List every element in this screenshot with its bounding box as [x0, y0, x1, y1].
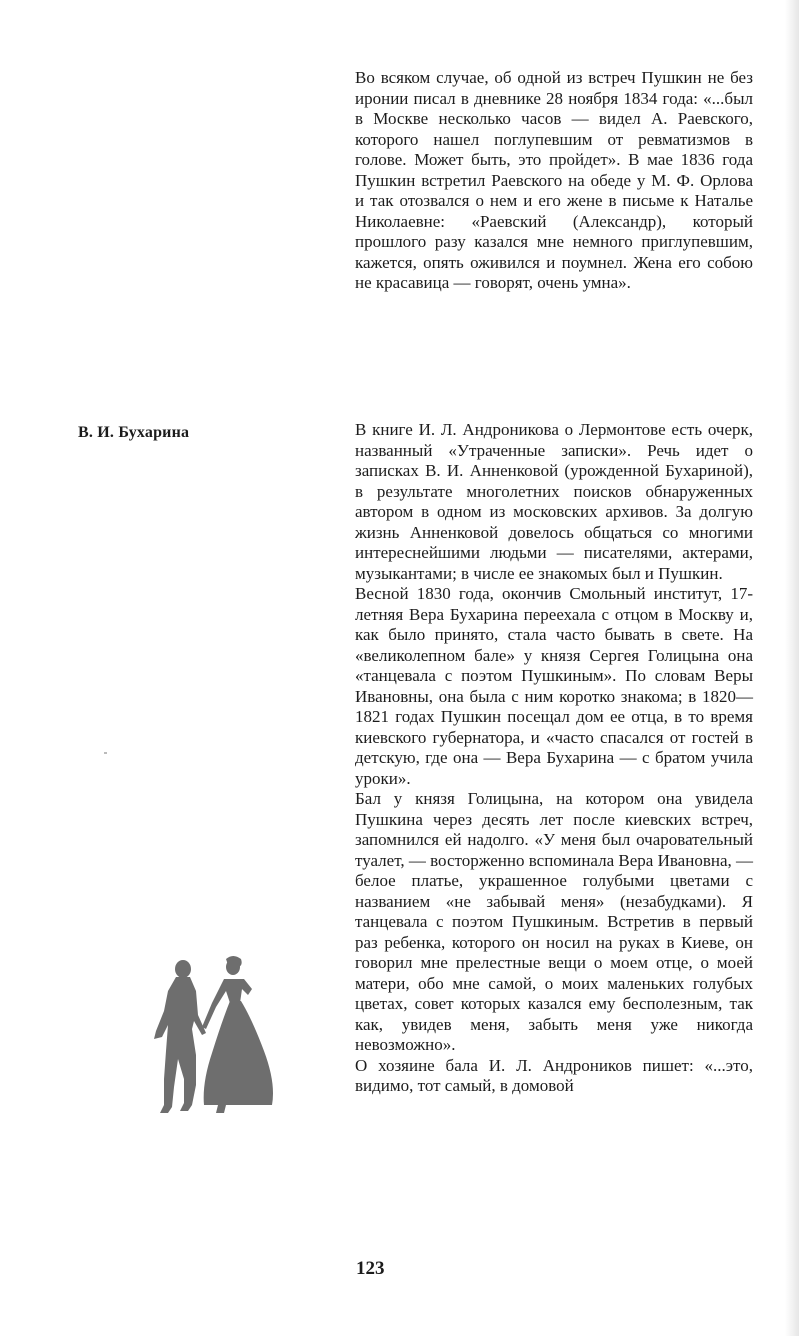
section-text-block	[355, 420, 753, 1097]
paragraph: Весной 1830 года, окончив Смольный институт, 17-летняя Вера Бухарина переехала с отцом в Москву и, как было принято, стала часто бывать в свете. На «великолепном бале» у князя Сергея Голицына она «танцевала с поэтом Пушкиным». По словам Веры Ивановны, она была с ним коротко знакома; в 1820—1821 годах Пушкин посещал дом ее отца, в то время киевского губернатора, и «часто спасался от гостей в детскую, где она — Вера Бухарина — с братом учила уроки».	[355, 584, 753, 788]
paragraph: О хозяине бала И. Л. Андроников пишет: «...это, видимо, тот самый, в домовой	[355, 1055, 753, 1095]
top-text-block	[355, 68, 753, 294]
page-number: 123	[356, 1258, 385, 1279]
paragraph: Бал у князя Голицына, на котором она увидела Пушкина через десять лет после киевских встреч, запомнился ей надолго. «У меня был очаровательный туалет, — восторженно вспоминала Вера Ивановна, — белое платье, украшенное голубыми цветами с названием «не забывай меня» (незабудками). Я танцевала с поэтом Пушкиным. Встретив в первый раз ребенка, которого он носил на руках в Киеве, он говорил мне прелестные вещи о моем отце, о моей матери, обо мне самой, о моих маленьких голубых цветах, совет которых казался ему бесполезным, так как, увидев меня, забыть меня уже никогда невозможно».	[355, 789, 753, 1054]
paragraph: Во всяком случае, об одной из встреч Пушкин не без иронии писал в дневнике 28 ноября 1834 года: «...был в Москве несколько часов — видел А. Раевского, которого нашел поглупевшим от ревматизмов в голове. Может быть, это пройдет». В мае 1836 года Пушкин встретил Раевского на обеде у М. Ф. Орлова и так отозвался о нем и его жене в письме к Наталье Николаевне: «Раевский (Александр), который прошлого разу казался мне немного приглупевшим, кажется, опять оживился и поумнел. Жена его собою не красавица — говорят, очень умна».	[355, 68, 753, 292]
page-edge-shadow	[785, 0, 799, 1336]
print-speck	[104, 752, 107, 754]
section-heading: В. И. Бухарина	[78, 424, 190, 441]
paragraph: В книге И. Л. Андроникова о Лермонтове есть очерк, названный «Утраченные записки». Речь идет о записках В. И. Анненковой (урожденной Бухариной), в результате многолетних поисков обнаруженных автором в одном из московских архивов. За долгую жизнь Анненковой довелось общаться со многими интереснейшими людьми — писателями, актерами, музыкантами; в числе ее знакомых был и Пушкин.	[355, 420, 753, 583]
dancing-couple-silhouette-icon	[140, 955, 300, 1125]
